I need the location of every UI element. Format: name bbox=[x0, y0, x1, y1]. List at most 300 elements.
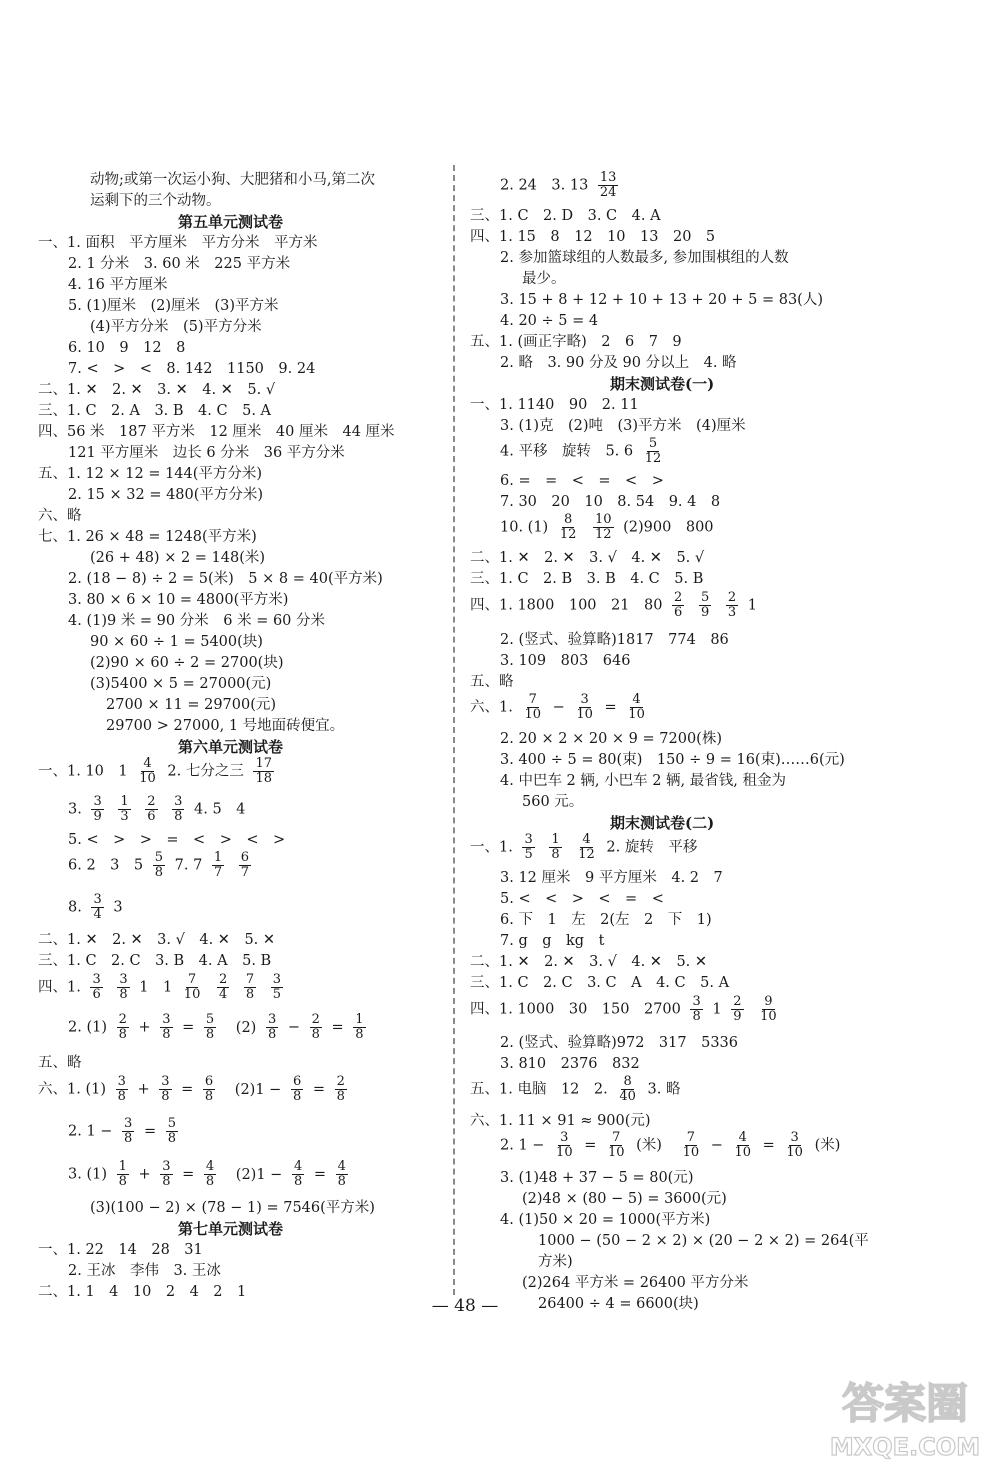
denominator: 8 bbox=[293, 1174, 303, 1189]
text-line: 二、1. ✕ 2. ✕ 3. √ 4. ✕ 5. √ bbox=[470, 550, 705, 566]
denominator: 6 bbox=[92, 987, 101, 1002]
fraction bbox=[253, 757, 274, 786]
denominator: 8 bbox=[117, 1089, 126, 1104]
text-line: 二、1. ✕ 2. ✕ 3. ✕ 4. ✕ 5. √ bbox=[38, 382, 276, 398]
denominator: 8 bbox=[311, 1027, 320, 1042]
numerator: 5 bbox=[154, 850, 164, 865]
math-line bbox=[500, 171, 623, 200]
math-line bbox=[68, 1117, 183, 1146]
text-line: 6. = = < = < > bbox=[500, 473, 664, 489]
fraction bbox=[576, 833, 597, 862]
denominator: 8 bbox=[355, 1027, 364, 1042]
text-line: 三、1. C 2. C 3. B 4. A 5. B bbox=[38, 953, 272, 969]
math-line bbox=[470, 591, 757, 620]
fraction bbox=[116, 1075, 128, 1104]
math-line bbox=[38, 973, 288, 1002]
text-line: (2)264 平方米 = 26400 平方分米 bbox=[522, 1275, 749, 1291]
text-span: 3. bbox=[68, 801, 82, 818]
text-line: 3. 80 × 6 × 10 = 4800(平方米) bbox=[68, 592, 289, 608]
numerator: 17 bbox=[255, 756, 272, 771]
text-span: 4. 5 4 bbox=[194, 801, 246, 818]
text-line: 2. 王冰 李伟 3. 王冰 bbox=[68, 1263, 221, 1279]
fraction bbox=[117, 1160, 129, 1189]
text-line: 560 元。 bbox=[522, 794, 584, 810]
numerator: 2 bbox=[733, 994, 742, 1009]
operator: = bbox=[143, 1123, 157, 1140]
text-span: 1 bbox=[712, 1001, 722, 1018]
fraction bbox=[292, 1160, 304, 1189]
fraction bbox=[335, 1075, 347, 1104]
fraction bbox=[159, 1075, 171, 1104]
math-line bbox=[38, 1075, 352, 1104]
denominator: 8 bbox=[551, 847, 560, 862]
text-line: 三、1. C 2. A 3. B 4. C 5. A bbox=[38, 403, 272, 419]
denominator: 12 bbox=[559, 527, 577, 542]
text-line: 3. 400 ÷ 5 = 80(束) 150 ÷ 9 = 16(束)……6(元) bbox=[500, 752, 845, 768]
numerator: 2 bbox=[336, 1074, 345, 1089]
text-line: 3. (1)克 (2)吨 (3)平方米 (4)厘米 bbox=[500, 418, 746, 434]
fraction bbox=[137, 757, 158, 786]
text-line: 5. (1)厘米 (2)厘米 (3)平方米 bbox=[68, 298, 279, 314]
text-line: 一、1. 1140 90 2. 11 bbox=[470, 397, 639, 413]
fraction bbox=[731, 995, 743, 1024]
denominator: 10 bbox=[576, 707, 593, 722]
fraction bbox=[166, 1117, 178, 1146]
numerator: 9 bbox=[764, 994, 773, 1009]
numerator: 2 bbox=[118, 1012, 127, 1027]
text-line: (2)48 × (80 − 5) = 3600(元) bbox=[522, 1191, 727, 1207]
operator: = bbox=[762, 1137, 775, 1154]
fraction bbox=[204, 1160, 216, 1189]
text-line: 3. 15 + 8 + 12 + 10 + 13 + 20 + 5 = 83(人) bbox=[500, 292, 823, 308]
fraction bbox=[244, 973, 256, 1002]
text-span: 六、1. bbox=[470, 699, 513, 716]
section-heading: 期末测试卷(一) bbox=[610, 375, 715, 393]
fraction bbox=[626, 693, 647, 722]
text-line: 5. < < > < = < bbox=[500, 891, 664, 907]
denominator: 8 bbox=[154, 865, 164, 880]
text-line: 4. (1)9 米 = 90 分米 6 米 = 60 分米 bbox=[68, 613, 326, 629]
denominator: 8 bbox=[204, 1089, 214, 1104]
denominator: 4 bbox=[93, 907, 102, 922]
fraction bbox=[522, 833, 534, 862]
operator: + bbox=[137, 1081, 150, 1098]
numerator: 3 bbox=[692, 994, 701, 1009]
math-line bbox=[500, 1131, 840, 1160]
text-line: 2. 1 分米 3. 60 米 225 平方米 bbox=[68, 256, 291, 272]
text-line: 2. (竖式、验算略)972 317 5336 bbox=[500, 1035, 739, 1051]
text-line: 二、1. ✕ 2. ✕ 3. √ 4. ✕ 5. ✕ bbox=[470, 954, 708, 970]
numerator: 7 bbox=[187, 972, 197, 987]
section-heading: 第七单元测试卷 bbox=[178, 1220, 284, 1238]
numerator: 1 bbox=[355, 1012, 364, 1027]
text-line: 二、1. ✕ 2. ✕ 3. √ 4. ✕ 5. ✕ bbox=[38, 932, 276, 948]
text-line: 六、1. 11 × 91 ≈ 900(元) bbox=[470, 1113, 651, 1129]
numerator: 3 bbox=[267, 1012, 277, 1027]
denominator: 8 bbox=[119, 987, 128, 1002]
numerator: 1 bbox=[120, 794, 129, 809]
text-line: 2. (18 − 8) ÷ 2 = 5(米) 5 × 8 = 40(平方米) bbox=[68, 571, 383, 587]
numerator: 3 bbox=[93, 892, 102, 907]
math-line bbox=[500, 513, 714, 542]
fraction bbox=[784, 1131, 805, 1160]
text-line: 7. < > < 8. 142 1150 9. 24 bbox=[68, 361, 316, 377]
text-line: 五、略 bbox=[470, 674, 514, 690]
operator: = bbox=[331, 1019, 344, 1036]
text-span: 2. 1 − bbox=[68, 1123, 113, 1140]
denominator: 7 bbox=[240, 865, 250, 880]
text-span: 四、1. bbox=[38, 979, 81, 996]
fraction bbox=[554, 1131, 575, 1160]
numerator: 4 bbox=[205, 1159, 215, 1174]
text-span: 8. bbox=[68, 899, 82, 916]
text-span: 1 1 bbox=[139, 979, 173, 996]
numerator: 7 bbox=[686, 1130, 695, 1145]
text-line: 2. 15 × 32 = 480(平方分米) bbox=[68, 487, 264, 503]
numerator: 3 bbox=[524, 832, 533, 847]
text-span: 3 bbox=[113, 899, 123, 916]
numerator: 8 bbox=[563, 512, 573, 527]
numerator: 3 bbox=[162, 1012, 171, 1027]
numerator: 7 bbox=[528, 692, 537, 707]
numerator: 3 bbox=[790, 1130, 799, 1145]
denominator: 10 bbox=[682, 1145, 700, 1160]
fraction bbox=[117, 1013, 129, 1042]
text-line: 3. (1)48 + 37 − 5 = 80(元) bbox=[500, 1170, 694, 1186]
text-span: 1 bbox=[747, 597, 757, 614]
denominator: 8 bbox=[292, 1089, 302, 1104]
page-number: — 48 — bbox=[431, 1296, 499, 1316]
fraction bbox=[182, 973, 203, 1002]
denominator: 5 bbox=[524, 847, 533, 862]
operator: = bbox=[312, 1081, 325, 1098]
text-line: 四、1. 15 8 12 10 13 20 5 bbox=[470, 229, 716, 245]
text-span: 2. 七分之三 bbox=[167, 763, 244, 780]
text-line: (26 + 48) × 2 = 148(米) bbox=[90, 550, 266, 566]
text-line: 4. 16 平方厘米 bbox=[68, 277, 168, 293]
text-line: 三、1. C 2. B 3. B 4. C 5. B bbox=[470, 571, 704, 587]
denominator: 8 bbox=[118, 1174, 127, 1189]
text-span: (米) bbox=[636, 1137, 662, 1154]
text-line: 121 平方厘米 边长 6 分米 36 平方分米 bbox=[68, 445, 345, 461]
text-span: (2)1 − bbox=[234, 1081, 282, 1098]
text-span: 7. 7 bbox=[174, 857, 203, 874]
denominator: 8 bbox=[118, 1027, 127, 1042]
fraction bbox=[690, 995, 702, 1024]
text-span: 一、1. bbox=[470, 839, 513, 856]
numerator: 1 bbox=[118, 1159, 127, 1174]
denominator: 4 bbox=[218, 987, 228, 1002]
fraction bbox=[336, 1160, 348, 1189]
numerator: 7 bbox=[612, 1130, 621, 1145]
denominator: 8 bbox=[162, 1027, 171, 1042]
numerator: 4 bbox=[143, 756, 152, 771]
denominator: 8 bbox=[337, 1174, 346, 1189]
numerator: 3 bbox=[119, 972, 128, 987]
denominator: 5 bbox=[272, 987, 282, 1002]
denominator: 7 bbox=[213, 865, 223, 880]
operator: = bbox=[182, 1166, 195, 1183]
text-line: 4. 20 ÷ 5 = 4 bbox=[500, 313, 599, 329]
operator: = bbox=[313, 1166, 326, 1183]
text-line: 4. 中巴车 2 辆, 小巴车 2 辆, 最省钱, 租金为 bbox=[500, 773, 786, 789]
fraction bbox=[606, 1131, 627, 1160]
text-line: 三、1. C 2. C 3. C A 4. C 5. A bbox=[470, 975, 730, 991]
numerator: 3 bbox=[174, 794, 183, 809]
denominator: 8 bbox=[692, 1009, 701, 1024]
denominator: 8 bbox=[162, 1174, 171, 1189]
denominator: 40 bbox=[619, 1089, 636, 1104]
numerator: 1 bbox=[551, 832, 560, 847]
fraction bbox=[212, 851, 224, 880]
numerator: 7 bbox=[245, 972, 255, 987]
text-line: 最少。 bbox=[522, 271, 566, 287]
operator: = bbox=[584, 1137, 597, 1154]
numerator: 2 bbox=[727, 590, 737, 605]
text-line: 4. (1)50 × 20 = 1000(平方米) bbox=[500, 1212, 711, 1228]
text-line: 运剩下的三个动物。 bbox=[90, 193, 221, 209]
denominator: 12 bbox=[578, 847, 595, 862]
fraction bbox=[522, 693, 543, 722]
numerator: 3 bbox=[117, 1074, 126, 1089]
text-line: 三、1. C 2. D 3. C 4. A bbox=[470, 208, 661, 224]
text-span: 10. (1) bbox=[500, 519, 549, 536]
fraction bbox=[291, 1075, 303, 1104]
denominator: 10 bbox=[524, 707, 541, 722]
denominator: 8 bbox=[167, 1131, 176, 1146]
fraction bbox=[732, 1131, 753, 1160]
numerator: 3 bbox=[161, 1074, 170, 1089]
math-line bbox=[68, 1013, 371, 1042]
text-span: 四、1. 1000 30 150 2700 bbox=[470, 1001, 681, 1018]
math-line bbox=[68, 795, 245, 824]
fraction bbox=[353, 1013, 365, 1042]
numerator: 5 bbox=[167, 1116, 176, 1131]
text-line: 动物;或第一次运小狗、大肥猪和小马,第二次 bbox=[90, 172, 375, 188]
fraction bbox=[172, 795, 184, 824]
denominator: 10 bbox=[734, 1145, 752, 1160]
text-span: 4. 平移 旋转 5. 6 bbox=[500, 443, 634, 460]
numerator: 5 bbox=[205, 1012, 215, 1027]
fraction bbox=[681, 1131, 702, 1160]
numerator: 3 bbox=[162, 1159, 171, 1174]
text-line: 一、1. 22 14 28 31 bbox=[38, 1242, 203, 1258]
denominator: 9 bbox=[700, 605, 710, 620]
text-line: (3)(100 − 2) × (78 − 1) = 7546(平方米) bbox=[90, 1200, 375, 1216]
fraction bbox=[549, 833, 561, 862]
fraction bbox=[726, 591, 738, 620]
text-span: 2. 1 − bbox=[500, 1137, 545, 1154]
denominator: 8 bbox=[161, 1089, 170, 1104]
text-line: 29700 > 27000, 1 号地面砖便宜。 bbox=[106, 718, 345, 734]
text-span: 6. 2 3 5 bbox=[68, 857, 144, 874]
text-line: 2700 × 11 = 29700(元) bbox=[106, 697, 277, 713]
text-line: (4)平方分米 (5)平方分米 bbox=[90, 319, 262, 335]
fraction bbox=[90, 973, 102, 1002]
numerator: 1 bbox=[213, 850, 223, 865]
math-line bbox=[470, 1075, 680, 1104]
numerator: 3 bbox=[93, 794, 102, 809]
text-line: 7. 30 20 10 8. 54 9. 4 8 bbox=[500, 494, 721, 510]
denominator: 10 bbox=[786, 1145, 803, 1160]
text-span: 2. 旋转 平移 bbox=[606, 839, 698, 856]
denominator: 6 bbox=[674, 605, 683, 620]
fraction bbox=[118, 795, 130, 824]
text-line: 6. 下 1 左 2(左 2 下 1) bbox=[500, 912, 712, 928]
numerator: 6 bbox=[240, 850, 250, 865]
text-line: 3. 109 803 646 bbox=[500, 653, 631, 669]
fraction bbox=[160, 1160, 172, 1189]
numerator: 4 bbox=[582, 832, 591, 847]
numerator: 3 bbox=[560, 1130, 569, 1145]
text-span: (2) bbox=[235, 1019, 257, 1036]
denominator: 9 bbox=[733, 1009, 742, 1024]
math-line bbox=[68, 851, 256, 880]
section-heading: 期末测试卷(二) bbox=[610, 814, 715, 832]
text-span: 2. (1) bbox=[68, 1019, 107, 1036]
text-span: (米) bbox=[814, 1137, 841, 1154]
watermark-bottom-text: MXQE.COM bbox=[829, 1433, 981, 1461]
numerator: 4 bbox=[293, 1159, 303, 1174]
denominator: 8 bbox=[205, 1027, 215, 1042]
operator: = bbox=[604, 699, 617, 716]
fraction bbox=[699, 591, 711, 620]
numerator: 2 bbox=[311, 1012, 320, 1027]
denominator: 10 bbox=[607, 1145, 625, 1160]
denominator: 10 bbox=[760, 1009, 777, 1024]
math-line bbox=[68, 893, 123, 922]
numerator: 3 bbox=[272, 972, 282, 987]
text-line: 2. 参加篮球组的人数最多, 参加围棋组的人数 bbox=[500, 250, 789, 266]
fraction bbox=[160, 1013, 172, 1042]
numerator: 2 bbox=[147, 794, 156, 809]
fraction bbox=[672, 591, 684, 620]
fraction bbox=[310, 1013, 322, 1042]
denominator: 24 bbox=[599, 185, 617, 200]
math-line bbox=[500, 437, 668, 466]
numerator: 6 bbox=[204, 1074, 214, 1089]
section-heading: 第五单元测试卷 bbox=[178, 213, 284, 231]
numerator: 4 bbox=[738, 1130, 747, 1145]
text-line: 六、略 bbox=[38, 508, 82, 524]
text-line: 3. 810 2376 832 bbox=[500, 1056, 640, 1072]
fraction bbox=[117, 973, 129, 1002]
denominator: 3 bbox=[727, 605, 737, 620]
text-span: 六、1. (1) bbox=[38, 1081, 106, 1098]
numerator: 2 bbox=[218, 972, 228, 987]
text-line: 3. 12 厘米 9 平方厘米 4. 2 7 bbox=[500, 870, 723, 886]
numerator: 4 bbox=[337, 1159, 346, 1174]
numerator: 3 bbox=[124, 1116, 133, 1131]
fraction bbox=[204, 1013, 216, 1042]
fraction bbox=[271, 973, 283, 1002]
denominator: 10 bbox=[556, 1145, 573, 1160]
fraction bbox=[122, 1117, 134, 1146]
fraction bbox=[203, 1075, 215, 1104]
text-line: 1000 − (50 − 2 × 2) × (20 − 2 × 2) = 264(平 bbox=[538, 1233, 869, 1249]
watermark-logo bbox=[820, 1370, 990, 1465]
fraction bbox=[558, 513, 579, 542]
fraction bbox=[598, 171, 619, 200]
numerator: 5 bbox=[648, 436, 658, 451]
text-span: (2)1 − bbox=[235, 1166, 283, 1183]
fraction bbox=[593, 513, 614, 542]
math-line bbox=[68, 1160, 353, 1189]
text-line: 方米) bbox=[538, 1254, 573, 1270]
text-span: 3. 略 bbox=[647, 1081, 681, 1098]
text-line: 一、1. 面积 平方厘米 平方分米 平方米 bbox=[38, 235, 318, 251]
numerator: 3 bbox=[580, 692, 589, 707]
fraction bbox=[239, 851, 251, 880]
text-line: 26400 ÷ 4 = 6600(块) bbox=[538, 1296, 699, 1312]
denominator: 8 bbox=[267, 1027, 277, 1042]
numerator: 6 bbox=[292, 1074, 302, 1089]
watermark-top-text: 答案圈 bbox=[841, 1379, 969, 1428]
fraction bbox=[91, 893, 103, 922]
text-line: 五、1. 12 × 12 = 144(平方分米) bbox=[38, 466, 263, 482]
text-line: 90 × 60 ÷ 1 = 5400(块) bbox=[90, 634, 263, 650]
denominator: 8 bbox=[174, 809, 183, 824]
operator: − bbox=[287, 1019, 300, 1036]
text-line: 2. (竖式、验算略)1817 774 86 bbox=[500, 632, 729, 648]
fraction bbox=[574, 693, 595, 722]
text-span: 五、1. 电脑 12 2. bbox=[470, 1081, 608, 1098]
numerator: 3 bbox=[92, 972, 101, 987]
text-line: 2. 略 3. 90 分及 90 分以上 4. 略 bbox=[500, 355, 737, 371]
fraction bbox=[617, 1075, 638, 1104]
fraction bbox=[91, 795, 103, 824]
denominator: 8 bbox=[124, 1131, 133, 1146]
denominator: 6 bbox=[147, 809, 156, 824]
operator: − bbox=[552, 699, 565, 716]
text-line: 五、略 bbox=[38, 1055, 82, 1071]
fraction bbox=[758, 995, 779, 1024]
text-line: 7. g g kg t bbox=[500, 933, 605, 949]
math-line bbox=[470, 833, 697, 862]
numerator: 5 bbox=[700, 590, 710, 605]
text-line: 五、1. (画正字略) 2 6 7 9 bbox=[470, 334, 682, 350]
denominator: 10 bbox=[628, 707, 645, 722]
denominator: 12 bbox=[644, 451, 662, 466]
fraction bbox=[643, 437, 664, 466]
denominator: 3 bbox=[120, 809, 129, 824]
numerator: 2 bbox=[674, 590, 683, 605]
text-line: (3)5400 × 5 = 27000(元) bbox=[90, 676, 272, 692]
denominator: 9 bbox=[93, 809, 102, 824]
denominator: 8 bbox=[245, 987, 255, 1002]
fraction bbox=[266, 1013, 278, 1042]
denominator: 10 bbox=[139, 771, 156, 786]
section-heading: 第六单元测试卷 bbox=[178, 738, 284, 756]
column-divider bbox=[453, 165, 455, 1295]
text-span: 四、1. 1800 100 21 80 bbox=[470, 597, 663, 614]
operator: = bbox=[181, 1081, 194, 1098]
operator: = bbox=[182, 1019, 195, 1036]
text-line: (2)90 × 60 ÷ 2 = 2700(块) bbox=[90, 655, 284, 671]
text-line: 6. 10 9 12 8 bbox=[68, 340, 186, 356]
numerator: 4 bbox=[632, 692, 641, 707]
numerator: 13 bbox=[599, 170, 617, 185]
operator: + bbox=[138, 1166, 151, 1183]
denominator: 8 bbox=[205, 1174, 215, 1189]
fraction bbox=[145, 795, 157, 824]
text-span: 2. 24 3. 13 bbox=[500, 177, 589, 194]
math-line bbox=[38, 757, 279, 786]
denominator: 8 bbox=[336, 1089, 345, 1104]
denominator: 18 bbox=[255, 771, 272, 786]
denominator: 10 bbox=[183, 987, 201, 1002]
text-span: (2)900 800 bbox=[623, 519, 714, 536]
